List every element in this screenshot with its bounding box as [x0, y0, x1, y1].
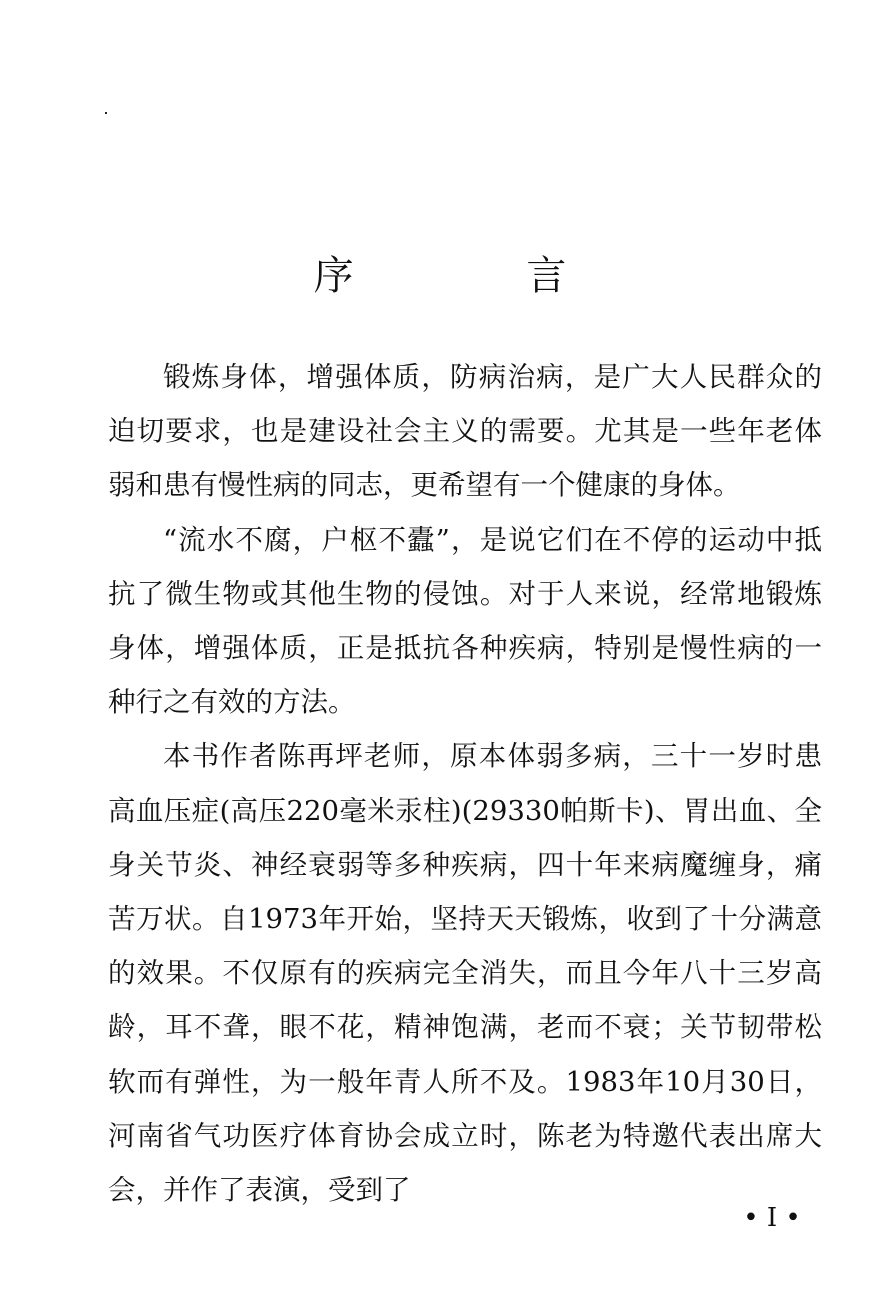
page-title: 序 言: [313, 253, 647, 299]
paragraph-3: 本书作者陈再坪老师，原本体弱多病，三十一岁时患高血压症(高压220毫米汞柱)(29330帕斯卡)、胃出血、全身关节炎、神经衰弱等多种疾病，四十年来病魔缠身，痛苦万状。自1973年开始，坚持天天锻炼，收到了十分满意的效果。不仅原有的疾病完全消失，而且今年八十三岁高龄，耳不聋，眼不花，精神饱满，老而不衰；关节韧带松软而有弹性，为一般年青人所不及。1983年10月30日，河南省气功医疗体育协会成立时，陈老为特邀代表出席大会，并作了表演，受到了: [108, 740, 822, 1207]
paragraph-2: “流水不腐，户枢不蠹”，是说它们在不停的运动中抵抗了微生物或其他生物的侵蚀。对于人来说，经常地锻炼身体，增强体质，正是抵抗各种疾病，特别是慢性病的一种行之有效的方法。: [108, 523, 822, 719]
scan-speck: [105, 112, 107, 114]
paragraph-1: 锻炼身体，增强体质，防病治病，是广大人民群众的迫切要求，也是建设社会主义的需要。尤其是一些年老体弱和患有慢性病的同志，更希望有一个健康的身体。: [108, 361, 822, 502]
page-number: • I •: [743, 1203, 801, 1233]
preface-body: [108, 350, 822, 1217]
